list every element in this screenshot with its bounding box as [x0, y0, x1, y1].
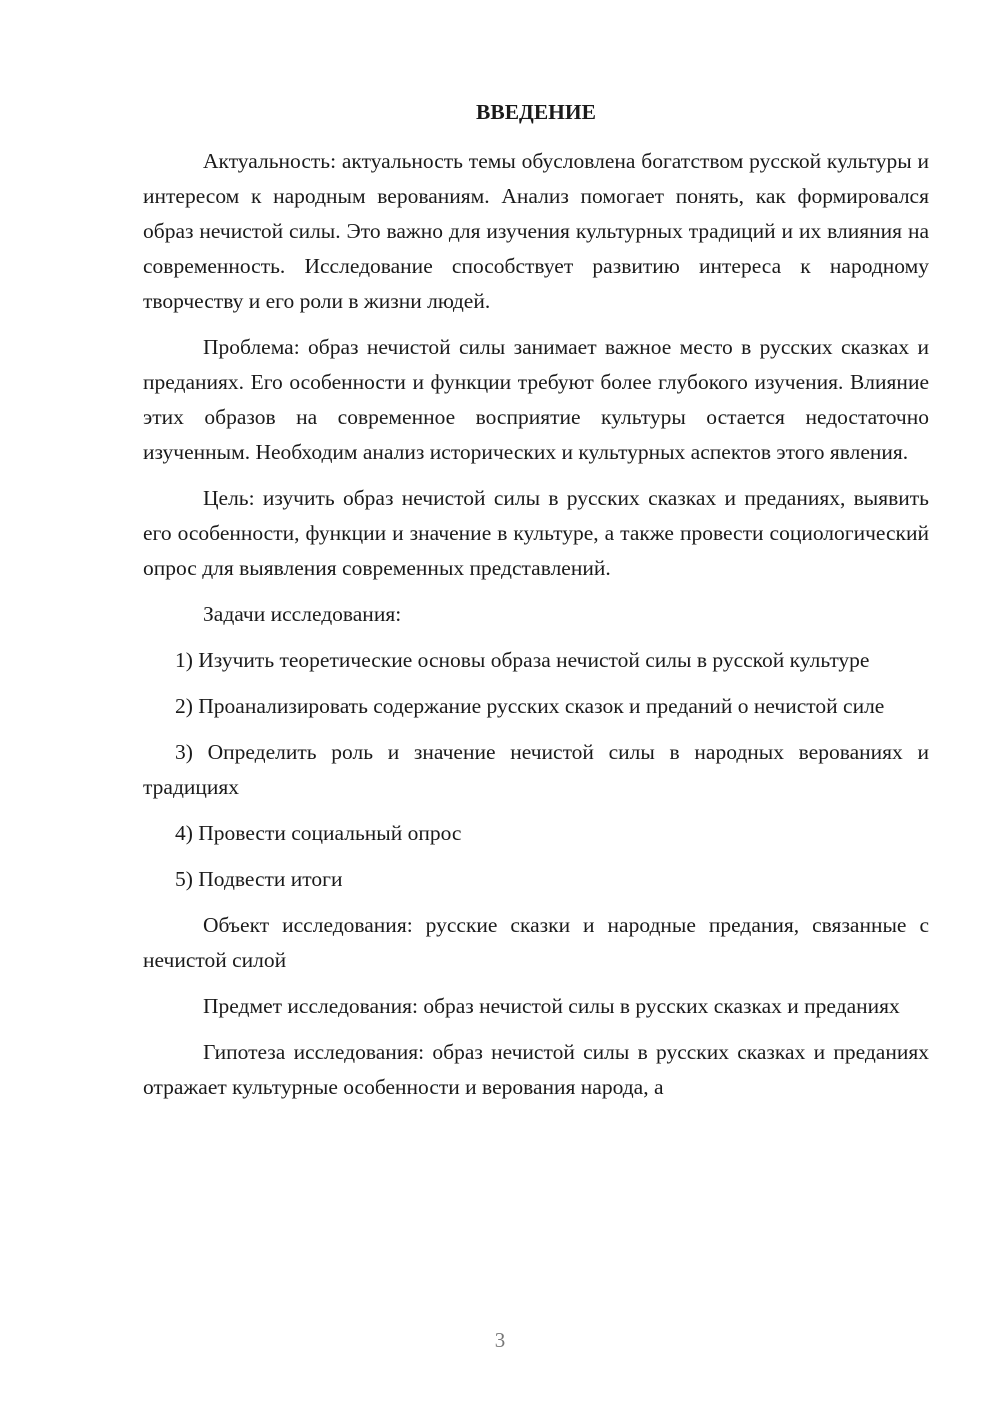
relevance-paragraph: Актуальность: актуальность темы обусловлена богатством русской культуры и интересом к народным верованиям. Анализ помогает понять, как формировался образ нечистой силы. Это важно для изучения культурных традиций и их влияния на современность. Исследование способствует развитию интереса к народному творчеству и его роли в жизни людей.	[143, 149, 929, 313]
page-title: ВВЕДЕНИЕ	[476, 100, 596, 124]
tasks-heading: Задачи исследования:	[203, 602, 402, 626]
object-paragraph: Объект исследования: русские сказки и народные предания, связанные с нечистой силой	[143, 913, 929, 972]
hypothesis-paragraph: Гипотеза исследования: образ нечистой силы в русских сказках и преданиях отражает культурные особенности и верования народа, а	[143, 1040, 929, 1099]
problem-paragraph: Проблема: образ нечистой силы занимает важное место в русских сказках и преданиях. Его особенности и функции требуют более глубокого изучения. Влияние этих образов на современное восприятие культуры остается недостаточно изученным. Необходим анализ исторических и культурных аспектов этого явления.	[143, 335, 929, 464]
goal-paragraph: Цель: изучить образ нечистой силы в русских сказках и преданиях, выявить его особенности, функции и значение в культуре, а также провести социологический опрос для выявления современных представлений.	[143, 486, 929, 580]
page-number: 3	[494, 1328, 506, 1352]
task-item: 1) Изучить теоретические основы образа нечистой силы в русской культуре	[175, 648, 870, 672]
document-page	[143, 95, 929, 1116]
task-item: 5) Подвести итоги	[175, 867, 343, 891]
subject-paragraph: Предмет исследования: образ нечистой силы в русских сказках и преданиях	[203, 994, 900, 1018]
task-item: 4) Провести социальный опрос	[175, 821, 462, 845]
task-item: 3) Определить роль и значение нечистой силы в народных верованиях и традициях	[143, 740, 929, 799]
task-item: 2) Проанализировать содержание русских сказок и преданий о нечистой силе	[175, 694, 885, 718]
